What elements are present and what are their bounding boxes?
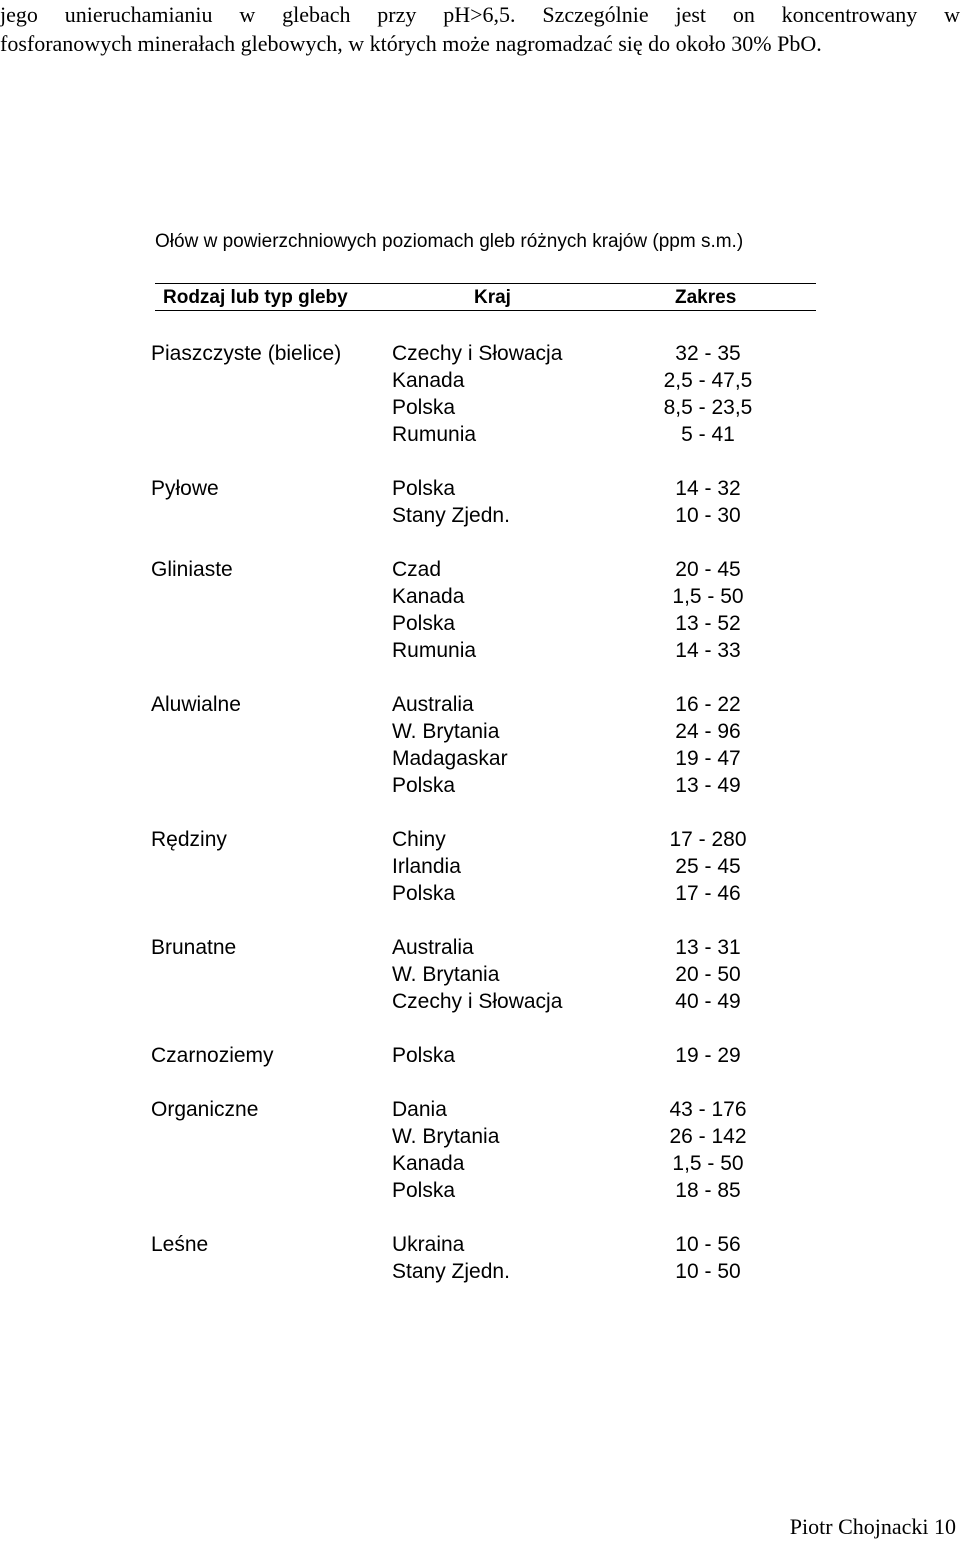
- country-cell: Kanada: [392, 1152, 465, 1175]
- soil-type-cell: Organiczne: [151, 1098, 259, 1121]
- range-cell: 18 - 85: [675, 1179, 741, 1202]
- country-cell: Polska: [392, 882, 456, 905]
- country-cell: Australia: [392, 936, 474, 959]
- soil-type-cell: Czarnoziemy: [151, 1044, 274, 1067]
- range-cell: 10 - 30: [675, 504, 741, 527]
- country-cell: Polska: [392, 396, 456, 419]
- country-cell: Polska: [392, 477, 456, 500]
- table-caption: Ołów w powierzchniowych poziomach gleb różnych krajów (ppm s.m.): [155, 231, 744, 252]
- range-cell: 14 - 32: [675, 477, 741, 500]
- range-cell: 8,5 - 23,5: [663, 396, 753, 419]
- country-cell: W. Brytania: [392, 1125, 500, 1148]
- range-cell: 19 - 47: [675, 747, 741, 770]
- country-cell: Czad: [392, 558, 442, 581]
- range-cell: 40 - 49: [675, 990, 741, 1013]
- range-cell: 43 - 176: [669, 1098, 747, 1121]
- range-cell: 10 - 56: [675, 1233, 741, 1256]
- range-cell: 13 - 31: [675, 936, 741, 959]
- country-cell: Kanada: [392, 585, 465, 608]
- range-cell: 13 - 49: [675, 774, 741, 797]
- country-cell: Dania: [392, 1098, 447, 1121]
- country-cell: Polska: [392, 612, 456, 635]
- country-cell: Ukraina: [392, 1233, 465, 1256]
- country-cell: Polska: [392, 774, 456, 797]
- range-cell: 13 - 52: [675, 612, 741, 635]
- header-country: Kraj: [474, 287, 511, 308]
- soil-type-cell: Piaszczyste (bielice): [151, 342, 342, 365]
- soil-type-cell: Brunatne: [151, 936, 237, 959]
- range-cell: 25 - 45: [675, 855, 741, 878]
- range-cell: 17 - 280: [669, 828, 747, 851]
- page-footer: Piotr Chojnacki 10: [789, 1514, 956, 1539]
- intro-line-2: fosforanowych minerałach glebowych, w których może nagromadzać się do około 30% PbO.: [0, 31, 822, 56]
- country-cell: Rumunia: [392, 423, 477, 446]
- soil-type-cell: Aluwialne: [151, 693, 241, 716]
- country-cell: Kanada: [392, 369, 465, 392]
- range-cell: 16 - 22: [675, 693, 741, 716]
- soil-type-cell: Leśne: [151, 1233, 209, 1256]
- range-cell: 17 - 46: [675, 882, 741, 905]
- range-cell: 10 - 50: [675, 1260, 741, 1283]
- country-cell: Stany Zjedn.: [392, 1260, 510, 1283]
- country-cell: Rumunia: [392, 639, 477, 662]
- range-cell: 24 - 96: [675, 720, 741, 743]
- country-cell: Czechy i Słowacja: [392, 342, 563, 365]
- soil-type-cell: Gliniaste: [151, 558, 233, 581]
- country-cell: Irlandia: [392, 855, 461, 878]
- range-cell: 19 - 29: [675, 1044, 741, 1067]
- country-cell: Chiny: [392, 828, 446, 851]
- country-cell: Polska: [392, 1179, 456, 1202]
- range-cell: 26 - 142: [669, 1125, 747, 1148]
- range-cell: 1,5 - 50: [672, 585, 744, 608]
- range-cell: 32 - 35: [675, 342, 741, 365]
- country-cell: Polska: [392, 1044, 456, 1067]
- range-cell: 5 - 41: [681, 423, 735, 446]
- range-cell: 20 - 45: [675, 558, 741, 581]
- range-cell: 14 - 33: [675, 639, 741, 662]
- country-cell: W. Brytania: [392, 720, 500, 743]
- country-cell: Stany Zjedn.: [392, 504, 510, 527]
- header-range: Zakres: [675, 287, 737, 308]
- soil-type-cell: Rędziny: [151, 828, 227, 851]
- range-cell: 20 - 50: [675, 963, 741, 986]
- header-soil-type: Rodzaj lub typ gleby: [163, 287, 348, 308]
- intro-line-1: jego unieruchamianiu w glebach przy pH>6,5. Szczególnie jest on koncentrowany w: [0, 2, 960, 27]
- range-cell: 1,5 - 50: [672, 1152, 744, 1175]
- range-cell: 2,5 - 47,5: [663, 369, 753, 392]
- soil-type-cell: Pyłowe: [151, 477, 219, 500]
- country-cell: Madagaskar: [392, 747, 508, 770]
- country-cell: Australia: [392, 693, 474, 716]
- country-cell: W. Brytania: [392, 963, 500, 986]
- country-cell: Czechy i Słowacja: [392, 990, 563, 1013]
